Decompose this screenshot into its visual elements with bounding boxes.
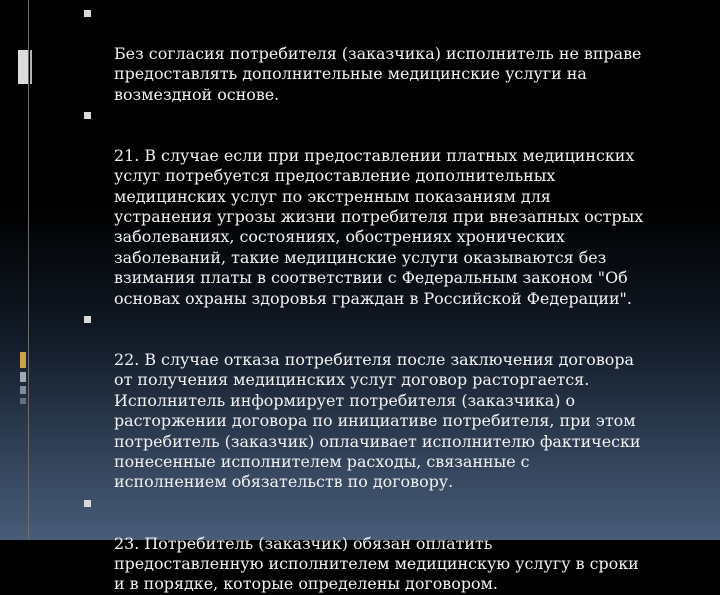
decor-block-gold bbox=[20, 352, 26, 368]
bullet-item bbox=[82, 493, 684, 595]
bullet-text: Без согласия потребителя (заказчика) исполнитель не вправе предоставлять дополнительные медицинские услуги на возмездной основе. bbox=[114, 43, 642, 104]
bullet-item bbox=[82, 309, 684, 493]
decor-block-thin bbox=[30, 50, 32, 84]
square-bullet-icon bbox=[84, 316, 91, 323]
decor-block-gray-2 bbox=[20, 386, 26, 394]
bullet-text: 21. В случае если при предоставлении платных медицинских услуг потребуется предоставление дополнительных медицинских услуг по экстренным показаниям для устранения угрозы жизни потребителя при внезапных острых заболеваниях, состояниях, обострениях хронических заболеваний, такие медицинские услуги оказываются без взимания платы в соответствии с Федеральным законом "Об основах охраны здоровья граждан в Российской Федерации". bbox=[114, 145, 644, 308]
square-bullet-icon bbox=[84, 500, 91, 507]
bullet-item bbox=[82, 3, 684, 105]
bullet-item bbox=[82, 105, 684, 309]
square-bullet-icon bbox=[84, 112, 91, 119]
square-bullet-icon bbox=[84, 10, 91, 17]
bullet-text: 22. В случае отказа потребителя после заключения договора от получения медицинских услуг договор расторгается. Исполнитель информирует потребителя (заказчика) о расторжении договора по инициативе потребителя, при этом потребитель (заказчик) оплачивает исполнителю фактически понесенные исполнителем расходы, связанные с исполнением обязательств по договору. bbox=[114, 349, 641, 492]
bullet-text: 23. Потребитель (заказчик) обязан оплатить предоставленную исполнителем медицинскую услугу в сроки и в порядке, которые определены договором. bbox=[114, 533, 639, 594]
left-rail-line bbox=[28, 0, 29, 540]
slide-body bbox=[82, 3, 684, 595]
decor-block-gray-3 bbox=[20, 398, 26, 404]
decor-block-light bbox=[18, 50, 28, 84]
decor-block-gray-1 bbox=[20, 372, 26, 382]
